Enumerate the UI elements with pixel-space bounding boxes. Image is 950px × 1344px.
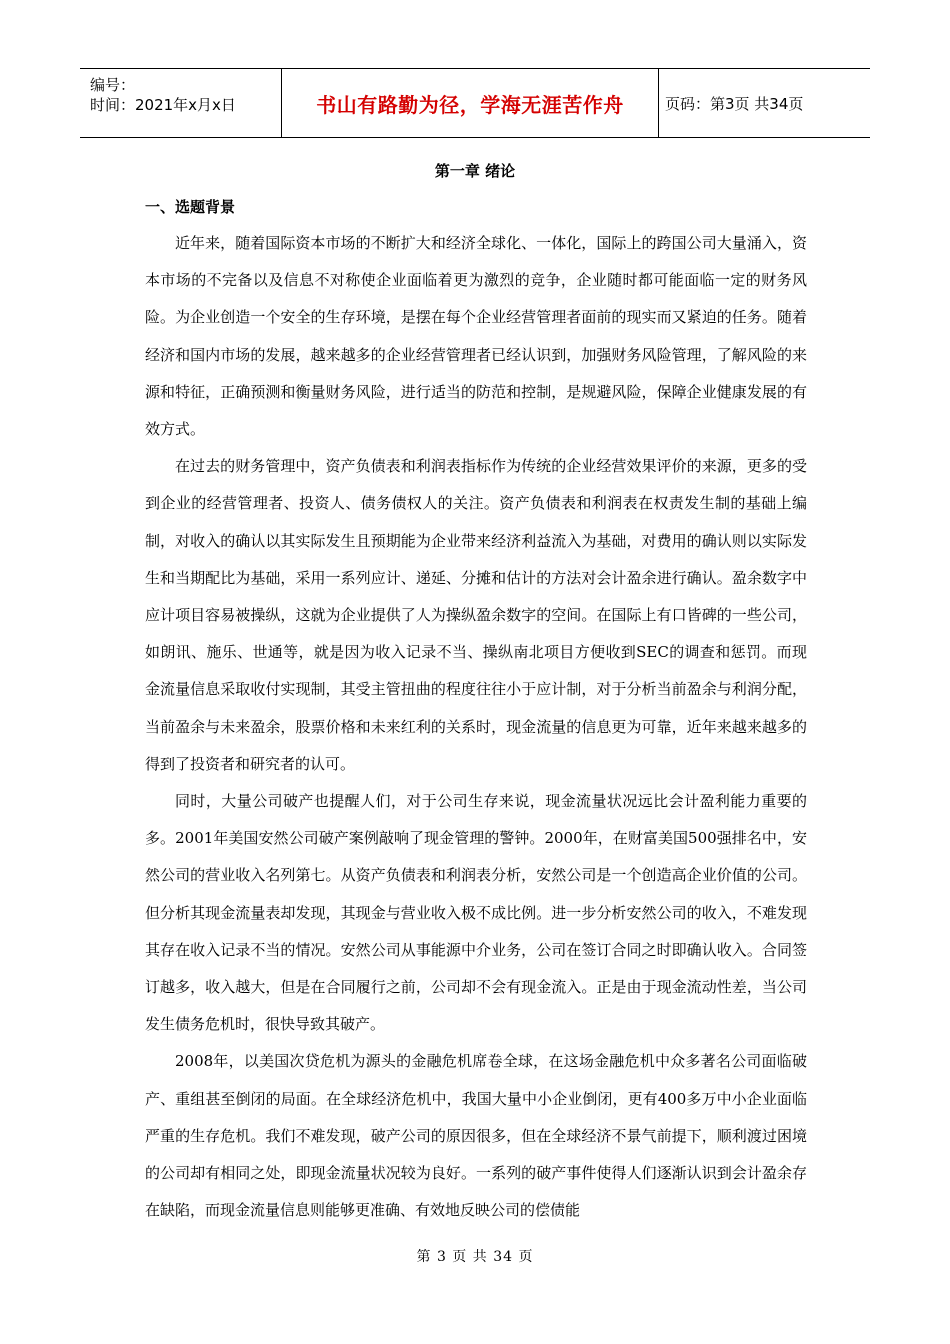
body-text [145,225,807,1229]
header-page-info: 页码：第3页 共34页 [665,94,804,113]
document-number-label: 编号： [90,76,136,94]
page-footer: 第 3 页 共 34 页 [416,1249,534,1265]
header-motto: 书山有路勤为径，学海无涯苦作舟 [281,69,659,137]
paragraph: 同时，大量公司破产也提醒人们，对于公司生存来说，现金流量状况远比会计盈利能力重要的多。2001年美国安然公司破产案例敲响了现金管理的警钟。2000年，在财富美国500强排名中，安然公司的营业收入名列第七。从资产负债表和利润表分析，安然公司是一个创造高企业价值的公司。但分析其现金流量表却发现，其现金与营业收入极不成比例。进一步分析安然公司的收入，不难发现其存在收入记录不当的情况。安然公司从事能源中介业务，公司在签订合同之时即确认收入。合同签订越多，收入越大，但是在合同履行之前，公司却不会有现金流入。正是由于现金流动性差，当公司发生债务危机时，很快导致其破产。 [145,792,807,1034]
paragraph: 2008年，以美国次贷危机为源头的金融危机席卷全球，在这场金融危机中众多著名公司面临破产、重组甚至倒闭的局面。在全球经济危机中，我国大量中小企业倒闭，更有400多万中小企业面临严重的生存危机。我们不难发现，破产公司的原因很多，但在全球经济不景气前提下，顺利渡过困境的公司却有相同之处，即现金流量状况较为良好。一系列的破产事件使得人们逐渐认识到会计盈余存在缺陷，而现金流量信息则能够更准确、有效地反映公司的偿债能 [145,1052,807,1220]
header-meta [80,69,281,137]
document-time-label: 时间：2021年x月x日 [90,96,236,114]
section-title: 一、选题背景 [145,198,236,216]
page-header [80,68,870,138]
paragraph: 在过去的财务管理中，资产负债表和利润表指标作为传统的企业经营效果评价的来源，更多的受到企业的经营管理者、投资人、债务债权人的关注。资产负债表和利润表在权责发生制的基础上编制，对收入的确认以其实际发生且预期能为企业带来经济利益流入为基础，对费用的确认则以实际发生和当期配比为基础，采用一系列应计、递延、分摊和估计的方法对会计盈余进行确认。盈余数字中应计项目容易被操纵，这就为企业提供了人为操纵盈余数字的空间。在国际上有口皆碑的一些公司，如朗讯、施乐、世通等，就是因为收入记录不当、操纵南北项目方便收到SEC的调查和惩罚。而现金流量信息采取收付实现制，其受主管扭曲的程度往往小于应计制，对于分析当前盈余与利润分配，当前盈余与未来盈余，股票价格和未来红利的关系时，现金流量的信息更为可靠，近年来越来越多的得到了投资者和研究者的认可。 [145,457,807,773]
chapter-title: 第一章 绪论 [434,162,516,180]
paragraph: 近年来，随着国际资本市场的不断扩大和经济全球化、一体化，国际上的跨国公司大量涌入，资本市场的不完备以及信息不对称使企业面临着更为激烈的竞争，企业随时都可能面临一定的财务风险。为企业创造一个安全的生存环境，是摆在每个企业经营管理者面前的现实而又紧迫的任务。随着经济和国内市场的发展，越来越多的企业经营管理者已经认识到，加强财务风险管理，了解风险的来源和特征，正确预测和衡量财务风险，进行适当的防范和控制，是规避风险，保障企业健康发展的有效方式。 [145,234,807,439]
